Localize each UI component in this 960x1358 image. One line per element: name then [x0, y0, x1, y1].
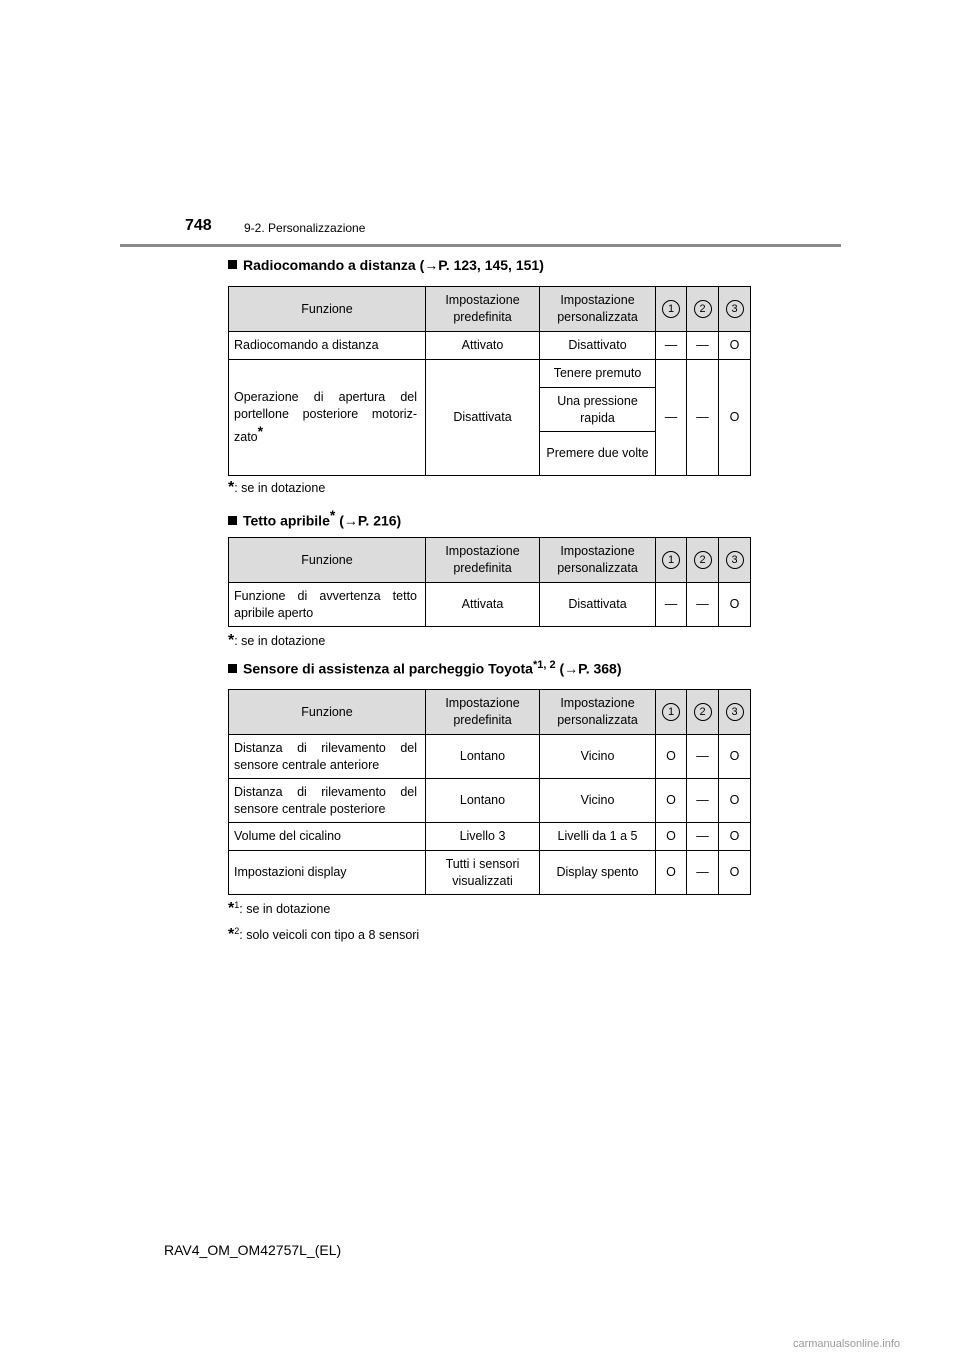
cell-c3: O: [719, 360, 751, 476]
section-title: 9-2. Personalizzazione: [244, 221, 366, 235]
table-row: [229, 735, 751, 779]
footnote: [228, 632, 325, 650]
cell-predefinita: Attivata: [426, 583, 540, 627]
table-row: [229, 851, 751, 895]
col-2: [687, 690, 719, 735]
heading-ref: P. 216): [357, 512, 402, 529]
cell-personalizzata: Vicino: [540, 779, 656, 823]
col-3: [719, 538, 751, 583]
cell-c3: O: [719, 779, 751, 823]
footnote-mark: *: [228, 632, 235, 649]
footnote-sup: 2: [234, 926, 240, 936]
cell-c3: O: [719, 332, 751, 360]
cell-funzione: [229, 360, 426, 476]
cell-predefinita: Disattivata: [426, 360, 540, 476]
cell-c2: —: [687, 360, 719, 476]
arrow-icon: →: [424, 257, 439, 273]
table-radiocomando: [228, 286, 751, 476]
cell-funzione: Impostazioni display: [229, 851, 426, 895]
cell-c3: O: [719, 583, 751, 627]
cell-c2: —: [687, 332, 719, 360]
footnote-star: *: [329, 507, 336, 523]
heading-text: Tetto apribile: [243, 512, 330, 529]
cell-c1: —: [656, 360, 687, 476]
heading-ref: P. 368): [578, 660, 622, 677]
footnote-mark: *: [228, 926, 235, 944]
page-number: 748: [185, 217, 212, 234]
cell-personalizzata: Vicino: [540, 735, 656, 779]
footnote-text: : se in dotazione: [239, 902, 331, 917]
col-1: [656, 287, 687, 332]
circled-3-icon: 3: [726, 703, 744, 721]
table-header-row: [229, 287, 751, 332]
cell-funzione: Volume del cicalino: [229, 823, 426, 851]
footnote-star: *1, 2: [532, 659, 556, 671]
footnote: [228, 479, 325, 497]
heading-ref: P. 123, 145, 151): [438, 257, 544, 273]
footnote-1: [228, 900, 330, 918]
cell-personalizzata: Disattivato: [540, 332, 656, 360]
table-row: [229, 583, 751, 627]
circled-1-icon: 1: [662, 300, 680, 318]
footnote-mark: *: [228, 900, 235, 918]
col-predefinita: Impostazione predefinita: [426, 287, 540, 332]
table-row: [229, 823, 751, 851]
circled-2-icon: 2: [694, 300, 712, 318]
cell-personalizzata: Premere due volte: [540, 432, 656, 476]
footnote-text: : solo veicoli con tipo a 8 sensori: [239, 928, 420, 943]
col-1: [656, 690, 687, 735]
watermark: carmanualsonline.info: [792, 1338, 900, 1350]
col-2: [687, 287, 719, 332]
funzione-text: Operazione di apertura del portellone posteriore motoriz-zato: [234, 389, 417, 445]
cell-predefinita: Tutti i sensori visualizzati: [426, 851, 540, 895]
cell-personalizzata: Livelli da 1 a 5: [540, 823, 656, 851]
cell-c2: —: [687, 583, 719, 627]
table-row: [229, 779, 751, 823]
footnote-mark: *: [228, 479, 235, 496]
col-funzione: Funzione: [229, 287, 426, 332]
heading-sensore-parcheggio: [228, 659, 622, 677]
table-header-row: [229, 690, 751, 735]
col-2: [687, 538, 719, 583]
cell-predefinita: Attivato: [426, 332, 540, 360]
footnote-2: [228, 926, 419, 944]
cell-c2: —: [687, 851, 719, 895]
col-3: [719, 287, 751, 332]
cell-c3: O: [719, 851, 751, 895]
square-bullet-icon: [228, 260, 237, 269]
table-sensore-parcheggio: [228, 689, 751, 895]
cell-predefinita: Livello 3: [426, 823, 540, 851]
cell-c2: —: [687, 735, 719, 779]
col-funzione: Funzione: [229, 690, 426, 735]
cell-c1: O: [656, 735, 687, 779]
table-tetto-apribile: [228, 537, 751, 627]
footer-code: RAV4_OM_OM42757L_(EL): [164, 1242, 342, 1258]
footnote-text: : se in dotazione: [234, 481, 326, 495]
header-rule: [120, 244, 841, 247]
arrow-icon: →: [343, 512, 358, 529]
col-personalizzata: Impostazione personalizzata: [540, 538, 656, 583]
arrow-icon: →: [564, 660, 579, 677]
circled-1-icon: 1: [662, 703, 680, 721]
cell-c2: —: [687, 823, 719, 851]
cell-personalizzata: Disattivata: [540, 583, 656, 627]
col-predefinita: Impostazione predefinita: [426, 690, 540, 735]
heading-text: Radiocomando a distanza (: [243, 257, 425, 273]
table-row: [229, 332, 751, 360]
col-predefinita: Impostazione predefinita: [426, 538, 540, 583]
cell-c3: O: [719, 735, 751, 779]
cell-funzione: Funzione di avvertenza tetto apribile aperto: [229, 583, 426, 627]
cell-c2: —: [687, 779, 719, 823]
cell-funzione: Distanza di rilevamento del sensore centrale anteriore: [229, 735, 426, 779]
col-3: [719, 690, 751, 735]
square-bullet-icon: [228, 664, 237, 673]
heading-radiocomando: [228, 257, 544, 273]
cell-c3: O: [719, 823, 751, 851]
cell-predefinita: Lontano: [426, 735, 540, 779]
cell-personalizzata: Una pressione rapida: [540, 388, 656, 432]
footnote-sup: 1: [234, 900, 240, 910]
footnote-text: : se in dotazione: [234, 634, 326, 648]
heading-text: Sensore di assistenza al parcheggio Toyota: [243, 660, 533, 677]
circled-3-icon: 3: [726, 551, 744, 569]
heading-open: (: [555, 660, 565, 677]
circled-2-icon: 2: [694, 703, 712, 721]
heading-open: (: [335, 512, 344, 529]
cell-predefinita: Lontano: [426, 779, 540, 823]
circled-2-icon: 2: [694, 551, 712, 569]
cell-personalizzata: Tenere premuto: [540, 360, 656, 388]
cell-c1: —: [656, 583, 687, 627]
cell-c1: —: [656, 332, 687, 360]
square-bullet-icon: [228, 516, 237, 525]
cell-c1: O: [656, 779, 687, 823]
col-personalizzata: Impostazione personalizzata: [540, 690, 656, 735]
heading-tetto-apribile: [228, 507, 401, 529]
table-header-row: [229, 538, 751, 583]
circled-1-icon: 1: [662, 551, 680, 569]
circled-3-icon: 3: [726, 300, 744, 318]
cell-funzione: Distanza di rilevamento del sensore centrale posteriore: [229, 779, 426, 823]
cell-funzione: Radiocomando a distanza: [229, 332, 426, 360]
col-funzione: Funzione: [229, 538, 426, 583]
cell-c1: O: [656, 823, 687, 851]
cell-personalizzata: Display spento: [540, 851, 656, 895]
col-1: [656, 538, 687, 583]
cell-c1: O: [656, 851, 687, 895]
footnote-star: *: [257, 422, 264, 439]
table-row: [229, 360, 751, 388]
col-personalizzata: Impostazione personalizzata: [540, 287, 656, 332]
